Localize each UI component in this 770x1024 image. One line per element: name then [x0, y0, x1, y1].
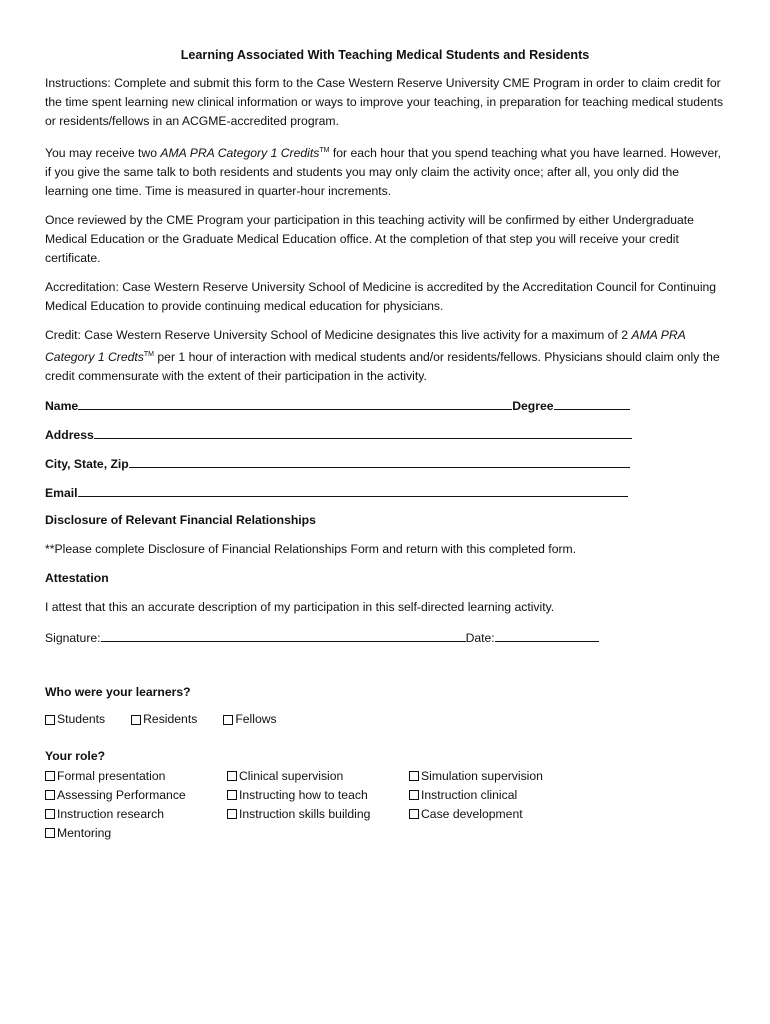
attestation-statement: I attest that this an accurate description of my participation in this self-directed learning activity.	[45, 600, 555, 615]
learner-option-fellows[interactable]	[223, 710, 276, 729]
date-field[interactable]	[495, 628, 599, 642]
checkbox-icon[interactable]	[227, 771, 237, 781]
role-label: Formal presentation	[57, 768, 166, 783]
signature-field[interactable]	[101, 628, 466, 642]
checkbox-icon[interactable]	[45, 790, 55, 800]
city-row	[45, 454, 725, 471]
email-field[interactable]	[78, 483, 628, 497]
role-label: Instruction skills building	[239, 806, 371, 821]
role-option-instruction-skills-building[interactable]	[227, 804, 409, 823]
disclosure-heading: Disclosure of Relevant Financial Relationships	[45, 513, 316, 528]
credit-rest: per 1 hour of interaction with medical students and/or residents/fellows. Physicians should claim only the credit commensurate with the extent of their participation in the activity.	[45, 350, 720, 384]
address-label: Address	[45, 428, 94, 443]
attestation-heading: Attestation	[45, 571, 109, 586]
role-label: Instruction clinical	[421, 787, 518, 802]
credits-name: AMA PRA Category 1 Credits	[160, 146, 320, 161]
name-row	[45, 396, 725, 413]
address-field[interactable]	[94, 425, 632, 439]
signature-label: Signature:	[45, 631, 101, 646]
credits-paragraph	[45, 141, 725, 201]
name-field[interactable]	[78, 396, 512, 410]
email-row	[45, 483, 725, 500]
instructions-text: Instructions: Complete and submit this form to the Case Western Reserve University CME Program in order to claim credit for the time spent learning new clinical information or ways to improve your teaching, in preparation for teaching medical students or residents/fellows in an ACGME-accredited program.	[45, 76, 724, 128]
signature-row	[45, 628, 725, 645]
credit-intro: Credit: Case Western Reserve University School of Medicine designates this live activity for a maximum of 2	[45, 328, 632, 343]
role-question: Your role?	[45, 749, 106, 764]
learner-option-residents[interactable]	[131, 710, 197, 729]
role-label: Case development	[421, 806, 523, 821]
degree-label: Degree	[512, 399, 554, 414]
form-page	[45, 48, 725, 842]
checkbox-icon[interactable]	[223, 715, 233, 725]
accreditation-text: Accreditation: Case Western Reserve University School of Medicine is accredited by the Accreditation Council for Continuing Medical Education to provide continuing medical education for physicians.	[45, 280, 717, 314]
credits-rest: for each hour that you spend teaching what you have learned. However, if you give the same talk to both residents and students you may only claim the activity once; after all, you only did the learning one time. Time is measured in quarter-hour increments.	[45, 146, 722, 199]
address-row	[45, 425, 725, 442]
role-option-assessing-performance[interactable]	[45, 785, 227, 804]
city-label: City, State, Zip	[45, 457, 129, 472]
degree-field[interactable]	[554, 396, 630, 410]
checkbox-icon[interactable]	[227, 809, 237, 819]
review-text: Once reviewed by the CME Program your participation in this teaching activity will be confirmed by either Undergraduate Medical Education or the Graduate Medical Education office. At the completion of that step you will receive your credit certificate.	[45, 213, 694, 266]
date-label: Date:	[465, 631, 495, 646]
checkbox-icon[interactable]	[45, 715, 55, 725]
checkbox-icon[interactable]	[409, 809, 419, 819]
role-label: Clinical supervision	[239, 768, 344, 783]
checkbox-icon[interactable]	[227, 790, 237, 800]
learner-label: Fellows	[235, 712, 277, 727]
role-label: Instruction research	[57, 806, 165, 821]
learner-label: Residents	[143, 712, 198, 727]
role-label: Assessing Performance	[57, 787, 186, 802]
role-label: Mentoring	[57, 825, 112, 840]
form-title: Learning Associated With Teaching Medical Students and Residents	[180, 48, 590, 62]
disclosure-note: **Please complete Disclosure of Financial Relationships Form and return with this completed form.	[45, 542, 577, 557]
learners-options	[45, 710, 725, 729]
role-label: Instructing how to teach	[239, 787, 368, 802]
role-option-mentoring[interactable]	[45, 823, 227, 842]
credits-intro: You may receive two	[45, 146, 161, 161]
role-option-simulation-supervision[interactable]	[409, 766, 609, 785]
credit-paragraph	[45, 326, 725, 386]
city-field[interactable]	[129, 454, 630, 468]
role-option-instructing-how-to-teach[interactable]	[227, 785, 409, 804]
role-option-formal-presentation[interactable]	[45, 766, 227, 785]
role-option-clinical-supervision[interactable]	[227, 766, 409, 785]
checkbox-icon[interactable]	[45, 828, 55, 838]
learners-question: Who were your learners?	[45, 685, 191, 700]
credit-name: AMA PRA Category 1 Credts	[45, 328, 686, 365]
learner-option-students[interactable]	[45, 710, 105, 729]
role-option-case-development[interactable]	[409, 804, 609, 823]
role-option-instruction-clinical[interactable]	[409, 785, 609, 804]
checkbox-icon[interactable]	[409, 771, 419, 781]
role-options	[45, 766, 725, 842]
checkbox-icon[interactable]	[45, 809, 55, 819]
credits-tm: TM	[319, 147, 330, 154]
credit-tm: TM	[143, 351, 155, 359]
role-option-instruction-research[interactable]	[45, 804, 227, 823]
role-label: Simulation supervision	[421, 768, 543, 783]
checkbox-icon[interactable]	[45, 771, 55, 781]
checkbox-icon[interactable]	[131, 715, 141, 725]
name-label: Name	[45, 399, 79, 414]
email-label: Email	[45, 486, 78, 501]
checkbox-icon[interactable]	[409, 790, 419, 800]
learner-label: Students	[57, 712, 106, 727]
